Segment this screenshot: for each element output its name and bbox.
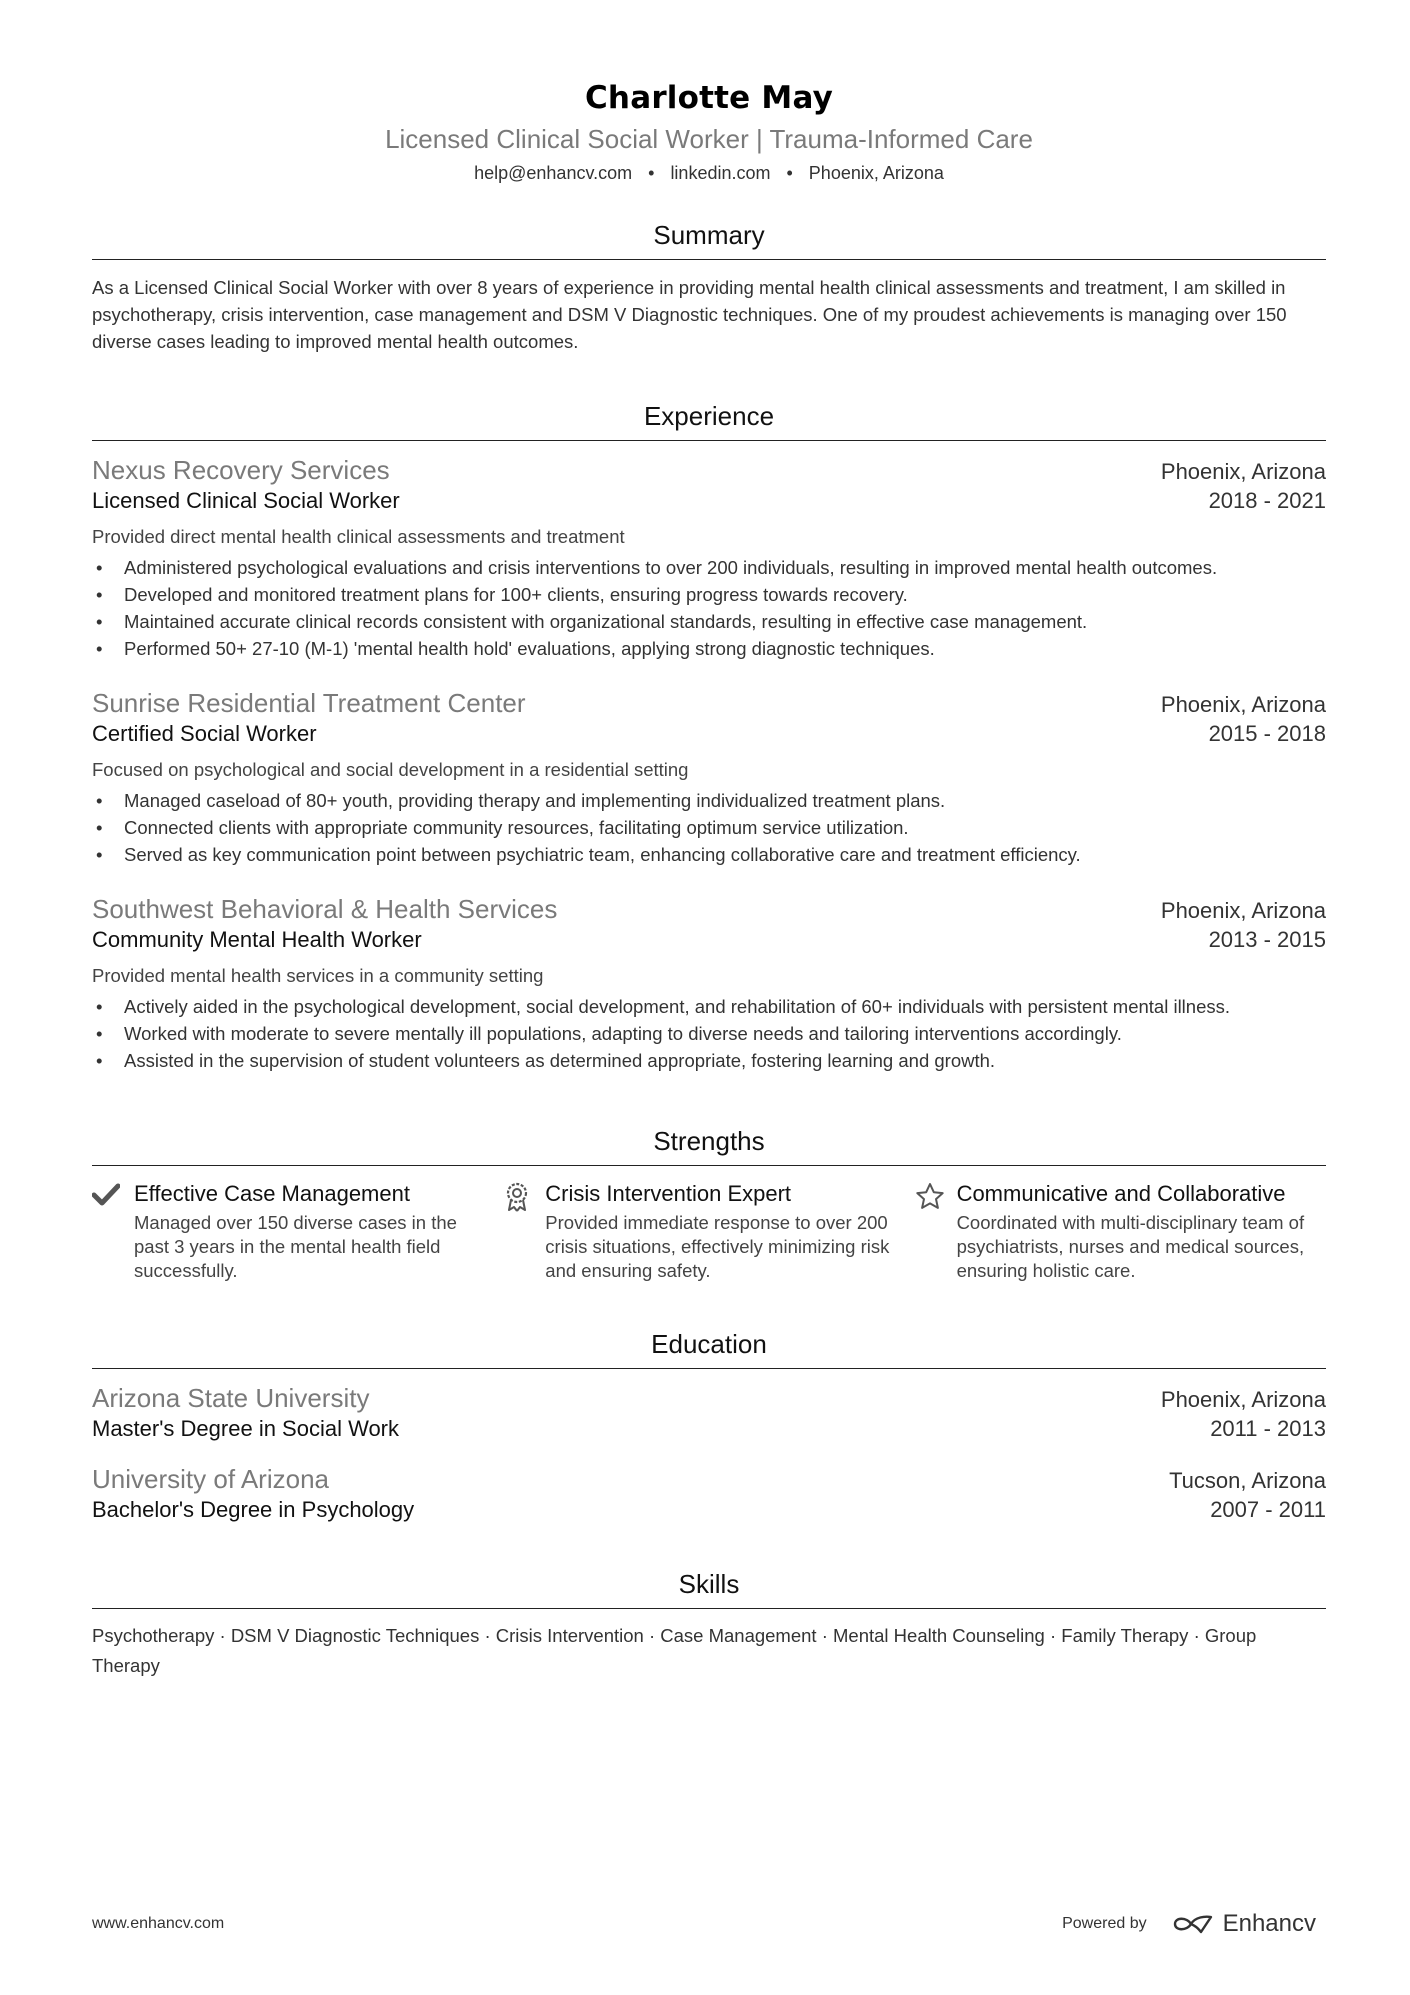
bullet-item: • Performed 50+ 27-10 (M-1) 'mental health hold' evaluations, applying strong diagnostic techniques. (92, 635, 1326, 662)
education-header-row (92, 1383, 1326, 1414)
bullet-item: • Administered psychological evaluations and crisis interventions to over 200 individuals, resulting in improved mental health outcomes. (92, 554, 1326, 581)
experience-role-row (92, 486, 1326, 514)
enhancv-logo-text: Enhancv (1222, 1910, 1316, 1937)
education-degree-row (92, 1495, 1326, 1523)
experience-entry (92, 688, 1326, 868)
experience-role-row (92, 719, 1326, 747)
separator-dot: • (786, 163, 793, 183)
bullet-item: • Maintained accurate clinical records consistent with organizational standards, resulting in effective case management. (92, 608, 1326, 635)
job-location: Phoenix, Arizona (1160, 898, 1326, 923)
school-location: Phoenix, Arizona (1160, 1387, 1326, 1412)
bullet-item: • Assisted in the supervision of student volunteers as determined appropriate, fostering learning and growth. (92, 1047, 1326, 1074)
summary-text: As a Licensed Clinical Social Worker with over 8 years of experience in providing mental health clinical assessments and treatment, I am skilled in psychotherapy, crisis intervention, case management and DSM V Diagnostic techniques. One of my proudest achievements is managing over 150 diverse cases leading to improved mental health outcomes. (92, 277, 1287, 352)
section-title-strengths: Strengths (92, 1126, 1326, 1166)
school-name: Arizona State University (92, 1383, 370, 1413)
company-name: Sunrise Residential Treatment Center (92, 688, 526, 718)
experience-entry (92, 894, 1326, 1074)
skills-list: Psychotherapy · DSM V Diagnostic Techniques · Crisis Intervention · Case Management · Mental Health Counseling · Family Therapy · Group Therapy (92, 1625, 1257, 1676)
job-description: Provided mental health services in a community setting (92, 965, 544, 986)
degree: Bachelor's Degree in Psychology (92, 1497, 415, 1522)
page-footer (92, 1910, 1326, 1938)
experience-list (92, 455, 1326, 1074)
strength-description: Managed over 150 diverse cases in the past 3 years in the mental health field successfully. (134, 1212, 457, 1281)
job-location: Phoenix, Arizona (1160, 692, 1326, 717)
experience-entry (92, 455, 1326, 662)
section-title-experience: Experience (92, 401, 1326, 441)
job-bullets (92, 787, 1326, 868)
enhancv-logo[interactable] (1171, 1910, 1316, 1938)
school-name: University of Arizona (92, 1464, 329, 1494)
enhancv-logo-icon (1171, 1913, 1215, 1935)
candidate-tagline: Licensed Clinical Social Worker | Trauma-Informed Care (385, 124, 1033, 154)
education-list (92, 1383, 1326, 1523)
strength-body (134, 1180, 485, 1283)
education-degree-row (92, 1414, 1326, 1442)
job-location: Phoenix, Arizona (1160, 459, 1326, 484)
contact-line (92, 163, 1326, 184)
education-dates: 2007 - 2011 (1210, 1497, 1326, 1522)
bullet-item: • Actively aided in the psychological development, social development, and rehabilitation of 60+ individuals with persistent mental illness. (92, 993, 1326, 1020)
powered-by (1062, 1910, 1326, 1938)
strength-title: Crisis Intervention Expert (545, 1181, 792, 1206)
experience-role-row (92, 925, 1326, 953)
checkmark-icon (92, 1180, 134, 1283)
experience-header-row (92, 455, 1326, 486)
job-bullets (92, 993, 1326, 1074)
award-badge-icon (503, 1180, 545, 1283)
strength-title: Communicative and Collaborative (956, 1181, 1286, 1206)
star-icon (915, 1180, 957, 1283)
resume-header (92, 0, 1326, 184)
section-title-education: Education (92, 1329, 1326, 1369)
school-location: Tucson, Arizona (1169, 1468, 1326, 1493)
contact-location: Phoenix, Arizona (808, 163, 944, 183)
bullet-item: • Connected clients with appropriate community resources, facilitating optimum service utilization. (92, 814, 1326, 841)
job-title: Community Mental Health Worker (92, 927, 422, 952)
section-title-skills: Skills (92, 1569, 1326, 1609)
section-title-summary: Summary (92, 220, 1326, 260)
bullet-item: • Served as key communication point between psychiatric team, enhancing collaborative care and treatment efficiency. (92, 841, 1326, 868)
strength-body (545, 1180, 896, 1283)
candidate-name: Charlotte May (584, 80, 834, 116)
strengths-grid (92, 1180, 1326, 1283)
strength-description: Coordinated with multi-disciplinary team of psychiatrists, nurses and medical sources, ensuring holistic care. (956, 1212, 1305, 1281)
job-dates: 2013 - 2015 (1208, 927, 1326, 952)
job-description: Focused on psychological and social development in a residential setting (92, 759, 689, 780)
bullet-item: • Developed and monitored treatment plans for 100+ clients, ensuring progress towards recovery. (92, 581, 1326, 608)
job-title: Licensed Clinical Social Worker (92, 488, 400, 513)
job-description: Provided direct mental health clinical assessments and treatment (92, 526, 625, 547)
strength-description: Provided immediate response to over 200 crisis situations, effectively minimizing risk and ensuring safety. (545, 1212, 890, 1281)
job-title: Certified Social Worker (92, 721, 317, 746)
strength-item (503, 1180, 914, 1283)
strength-item (92, 1180, 503, 1283)
bullet-item: • Worked with moderate to severe mentally ill populations, adapting to diverse needs and tailoring interventions accordingly. (92, 1020, 1326, 1047)
experience-header-row (92, 894, 1326, 925)
separator-dot: • (648, 163, 655, 183)
education-entry (92, 1464, 1326, 1523)
education-header-row (92, 1464, 1326, 1495)
contact-email[interactable]: help@enhancv.com (474, 163, 633, 183)
education-entry (92, 1383, 1326, 1442)
strength-body (957, 1180, 1308, 1283)
footer-site-link[interactable]: www.enhancv.com (92, 1915, 225, 1932)
strength-title: Effective Case Management (134, 1181, 410, 1206)
experience-header-row (92, 688, 1326, 719)
resume-page (92, 0, 1326, 1995)
company-name: Southwest Behavioral & Health Services (92, 894, 558, 924)
powered-by-label: Powered by (1062, 1915, 1147, 1932)
strength-item (915, 1180, 1326, 1283)
job-bullets (92, 554, 1326, 662)
job-dates: 2018 - 2021 (1208, 488, 1326, 513)
company-name: Nexus Recovery Services (92, 455, 390, 485)
contact-linkedin[interactable]: linkedin.com (670, 163, 771, 183)
bullet-item: • Managed caseload of 80+ youth, providing therapy and implementing individualized treatment plans. (92, 787, 1326, 814)
education-dates: 2011 - 2013 (1210, 1416, 1326, 1441)
job-dates: 2015 - 2018 (1208, 721, 1326, 746)
degree: Master's Degree in Social Work (92, 1416, 400, 1441)
